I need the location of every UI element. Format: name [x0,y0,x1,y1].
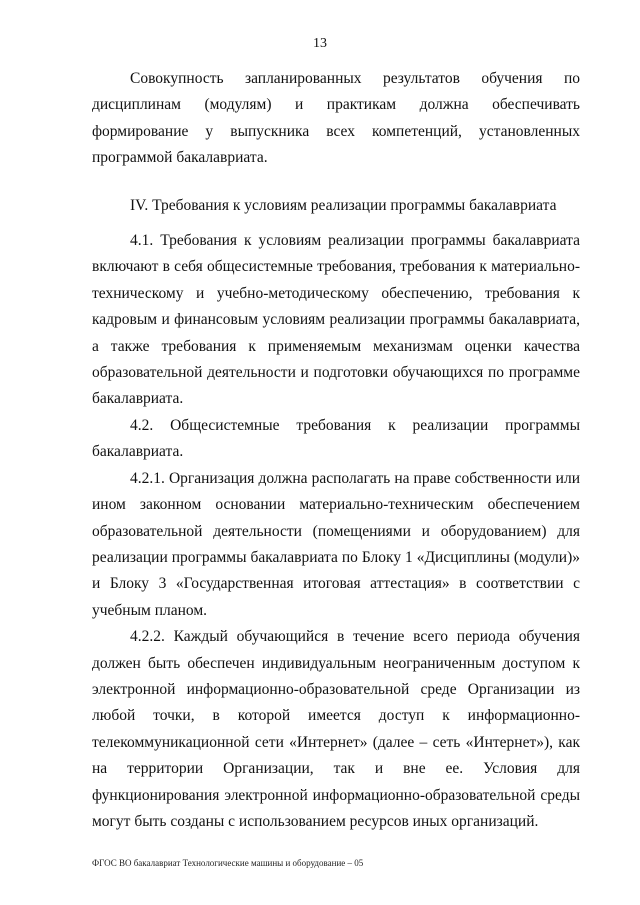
paragraph-4-2: 4.2. Общесистемные требования к реализации программы бакалавриата. [92,416,580,461]
paragraph-4-2-1: 4.2.1. Организация должна располагать на праве собственности или ином законном основании материально-техническим обеспечением образовательной деятельности (помещениями и оборудованием) для реализации программы бакалавриата по Блоку 1 «Дисциплины (модули)» и Блоку 3 «Государственная итоговая аттестация» в соответствии с учебным планом. [92,469,580,619]
section-heading: IV. Требования к условиям реализации программы бакалавриата [130,196,557,214]
intro-paragraph: Совокупность запланированных результатов обучения по дисциплинам (модулям) и практикам должна обеспечивать формирование у выпускника всех компетенций, установленных программой бакалавриата. [92,70,580,167]
paragraph-4-2-2: 4.2.2. Каждый обучающийся в течение всего периода обучения должен быть обеспечен индивидуальным неограниченным доступом к электронной информационно-образовательной среде Организации из любой точки, в которой имеется доступ к информационно-телекоммуникационной сети «Интернет» (далее – сеть «Интернет»), как на территории Организации, так и вне ее. Условия для функционирования электронной информационно-образовательной среды могут быть созданы с использованием ресурсов иных организаций. [92,628,580,830]
paragraph-4-1: 4.1. Требования к условиям реализации программы бакалавриата включают в себя общесистемные требования, требования к материально-техническому и учебно-методическому обеспечению, требования к кадровым и финансовым условиям реализации программы бакалавриата, а также требования к применяемым механизмам оценки качества образовательной деятельности и подготовки обучающихся по программе бакалавриата. [92,232,580,408]
document-body [92,66,580,835]
page-number: 13 [313,36,327,51]
page-footer: ФГОС ВО бакалавриат Технологические машины и оборудование – 05 [92,858,364,868]
